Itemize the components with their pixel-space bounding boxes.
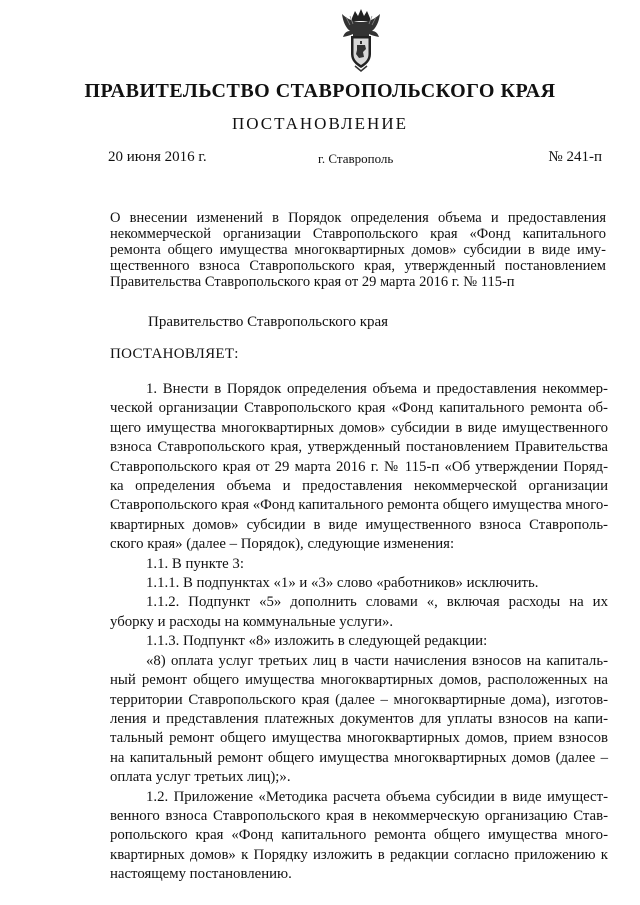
document-city: г. Ставрополь <box>318 151 394 166</box>
body-line: настоящему постановлению. <box>110 866 292 883</box>
body-line: щего имущества многоквартирных домов» субсидии в виде имущественного <box>110 419 608 436</box>
body-line: «8) оплата услуг третьих лиц в части начисления взносов на капиталь- <box>146 652 608 669</box>
document-subject <box>110 210 606 290</box>
document-type: ПОСТАНОВЛЕНИЕ <box>231 114 408 133</box>
body-line: ского края» (далее – Порядок), следующие изменения: <box>110 536 455 553</box>
preamble: Правительство Ставропольского края <box>148 314 389 330</box>
body-line: 1.2. Приложение «Методика расчета объема субсидии в виде имущест- <box>146 788 608 805</box>
body-line: ка определения объема и предоставления некоммерческой организации <box>110 478 608 495</box>
body-line: оплата услуг третьих лиц);». <box>110 769 291 786</box>
body-line: 1.1.3. Подпункт «8» изложить в следующей редакции: <box>146 633 488 650</box>
body-line: территории Ставропольского края (далее – многоквартирные дома), изготов- <box>110 691 608 708</box>
body-line: Ставропольского края «Фонд капитального ремонта общего имущества много- <box>110 497 609 514</box>
body-line: ления и представления платежных документов для уплаты взносов на капи- <box>110 710 608 727</box>
body-line: ческой организации Ставропольского края «Фонд капитального ремонта об- <box>110 400 608 417</box>
body-line: ропольского края «Фонд капитального ремонта общего имущества много- <box>110 827 608 844</box>
body-line: взноса Ставропольского края, утвержденный постановлением Правительства <box>110 439 608 456</box>
body-line: 1.1.1. В подпунктах «1» и «3» слово «работников» исключить. <box>146 575 539 592</box>
body-line: квартирных домов» к Порядку изложить в редакции согласно приложению к <box>110 846 608 863</box>
coat-of-arms-icon <box>338 8 384 72</box>
resolves-heading: ПОСТАНОВЛЯЕТ: <box>110 346 239 362</box>
subject-line: ремонта общего имущества многоквартирных домов» субсидии в виде иму- <box>110 242 606 258</box>
body-line: тальный ремонт общего имущества многоквартирных домов, прием взносов <box>110 730 608 747</box>
body-line: 1.1.2. Подпункт «5» дополнить словами «, включая расходы на их <box>146 594 608 611</box>
body-line: Ставропольского края от 29 марта 2016 г. № 115-п «Об утверждении Поряд- <box>110 458 608 475</box>
document-number: № 241-п <box>548 149 602 165</box>
subject-line: щественного взноса Ставропольского края, утвержденный постановлением <box>110 258 606 274</box>
subject-line: О внесении изменений в Порядок определения объема и предоставления <box>110 210 606 226</box>
body-line: квартирных домов» субсидии в виде имущественного взноса Ставрополь- <box>110 516 608 533</box>
subject-line: Правительства Ставропольского края от 29 марта 2016 г. № 115-п <box>110 274 515 290</box>
body-line: уборку и расходы на коммунальные услуги». <box>110 613 394 630</box>
body-line: венного взноса Ставропольского края в некоммерческую организацию Став- <box>110 807 608 824</box>
body-line: ный ремонт общего имущества многоквартирных домов, расположенных на <box>110 672 608 689</box>
government-title: ПРАВИТЕЛЬСТВО СТАВРОПОЛЬСКОГО КРАЯ <box>84 80 556 102</box>
document-body <box>110 380 608 885</box>
body-line: 1. Внести в Порядок определения объема и предоставления некоммер- <box>146 381 608 397</box>
body-line: 1.1. В пункте 3: <box>146 555 244 572</box>
subject-line: некоммерческой организации Ставропольского края «Фонд капитального <box>110 226 606 242</box>
document-date: 20 июня 2016 г. <box>108 149 207 165</box>
body-line: на капитальный ремонт общего имущества многоквартирных домов (далее – <box>110 749 608 766</box>
